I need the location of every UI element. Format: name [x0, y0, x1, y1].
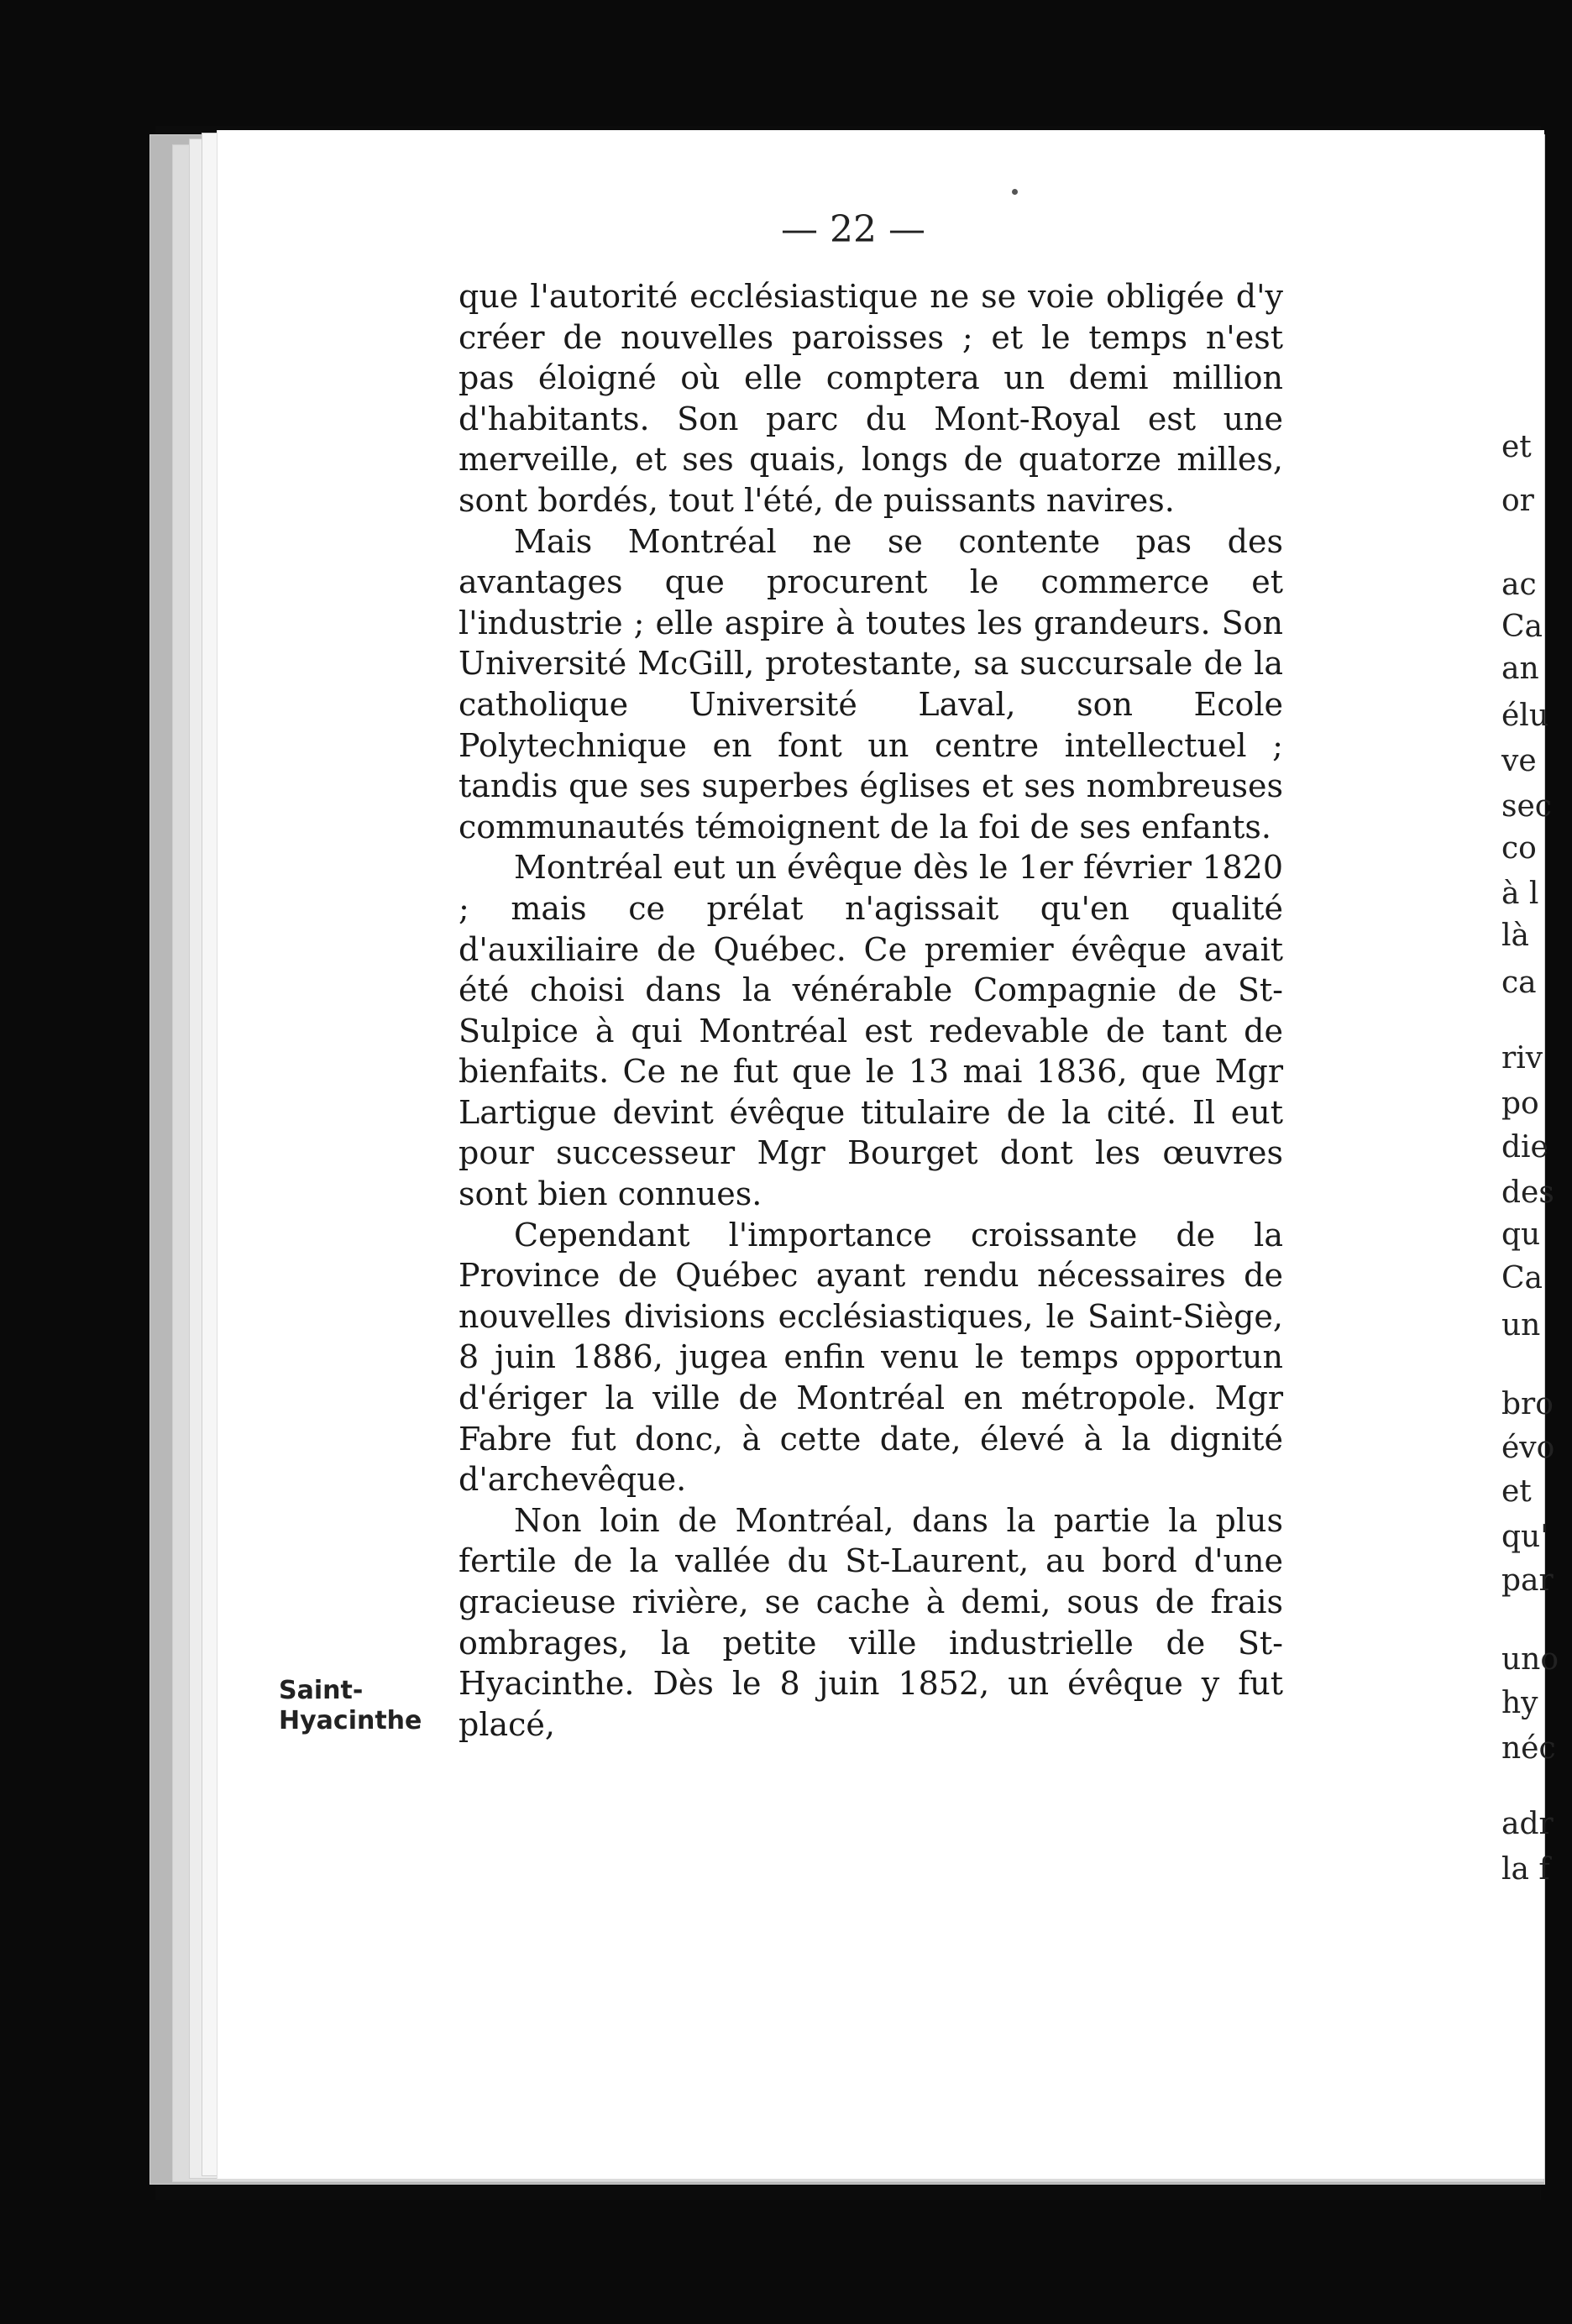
next-page-fragment: bro [1501, 1387, 1554, 1421]
film-border-bottom [0, 2200, 1572, 2324]
next-page-fragment: ve [1501, 744, 1537, 778]
next-page-fragment: hy [1501, 1686, 1538, 1720]
next-page-fragment: po [1501, 1086, 1539, 1121]
next-page-fragment: et [1501, 430, 1532, 464]
next-page-fragment: die [1501, 1130, 1548, 1165]
next-page-fragment: co [1501, 831, 1537, 866]
next-page-fragment: par [1501, 1563, 1554, 1598]
next-page-fragment: adr [1501, 1807, 1554, 1841]
body-text [458, 276, 1283, 1745]
film-border-top [0, 0, 1572, 126]
next-page-fragment: la f [1501, 1852, 1550, 1887]
ink-speck [1012, 189, 1018, 195]
next-page-fragment: élu [1501, 699, 1549, 733]
film-border-left [0, 0, 155, 2324]
margin-note-line: Saint- [279, 1676, 364, 1705]
next-page-fragment: à l [1501, 877, 1539, 911]
next-page-fragment: Ca [1501, 1261, 1543, 1295]
paragraph: que l'autorité ecclésiastique ne se voie obligée d'y créer de nouvelles paroisses ; et le temps n'est pas éloigné où elle comptera un demi million d'habitants. Son parc du Mont-Royal est une merveille, et ses quais, longs de quatorze milles, sont bordés, tout l'été, de puissants navires. [458, 278, 1283, 519]
next-page-fragment: uno [1501, 1642, 1559, 1677]
next-page-fragment: Ca [1501, 610, 1543, 644]
next-page-fragment: des [1501, 1175, 1554, 1210]
next-page-fragment: un [1501, 1308, 1541, 1343]
next-page-fragment: évo [1501, 1431, 1555, 1465]
next-page-fragment: ca [1501, 966, 1537, 1000]
next-page-fragment: ac [1501, 568, 1537, 602]
paragraph: Non loin de Montréal, dans la partie la plus fertile de la vallée du St-Laurent, au bord d'une gracieuse rivière, se cache à demi, sous de frais ombrages, la petite ville industrielle de St-Hyacinthe. Dès le 8 juin 1852, un évêque y fut placé, [458, 1501, 1283, 1743]
paragraph: Cependant l'importance croissante de la Province de Québec ayant rendu nécessaires de nouvelles divisions ecclésiastiques, le Saint-Siège, 8 juin 1886, jugea enfin venu le temps opportun d'ériger la ville de Montréal en métropole. Mgr Fabre fut donc, à cette date, élevé à la dignité d'archevêque. [458, 1216, 1283, 1499]
next-page-fragment: néc [1501, 1731, 1556, 1766]
next-page-fragment: riv [1501, 1041, 1543, 1076]
margin-note-line: Hyacinthe [279, 1706, 422, 1735]
margin-note [279, 1676, 430, 1736]
next-page-fragment: et [1501, 1474, 1532, 1509]
paragraph: Mais Montréal ne se contente pas des avantages que procurent le commerce et l'industrie ; elle aspire à toutes les grandeurs. Son Université McGill, protestante, sa succursale de la catholique Université Laval, son Ecole Polytechnique en font un centre intellectuel ; tandis que ses superbes églises et ses nombreuses communautés témoignent de la foi de ses enfants. [458, 522, 1283, 845]
next-page-fragment: an [1501, 652, 1539, 686]
paragraph: Montréal eut un évêque dès le 1er février 1820 ; mais ce prélat n'agissait qu'en qualité d'auxiliaire de Québec. Ce premier évêque avait été choisi dans la vénérable Compagnie de St-Sulpice à qui Montréal est redevable de tant de bienfaits. Ce ne fut que le 13 mai 1836, que Mgr Lartigue devint évêque titulaire de la cité. Il eut pour successeur Mgr Bourget dont les œuvres sont bien connues. [458, 849, 1283, 1213]
next-page-fragment: qu' [1501, 1520, 1549, 1554]
next-page-fragment: sec [1501, 789, 1552, 824]
next-page-fragment: or [1501, 484, 1534, 518]
next-page-fragment: qu [1501, 1217, 1541, 1252]
next-page-fragment: là [1501, 919, 1529, 953]
next-page-edge [1501, 0, 1559, 2324]
page-number: — 22 — [781, 208, 925, 251]
